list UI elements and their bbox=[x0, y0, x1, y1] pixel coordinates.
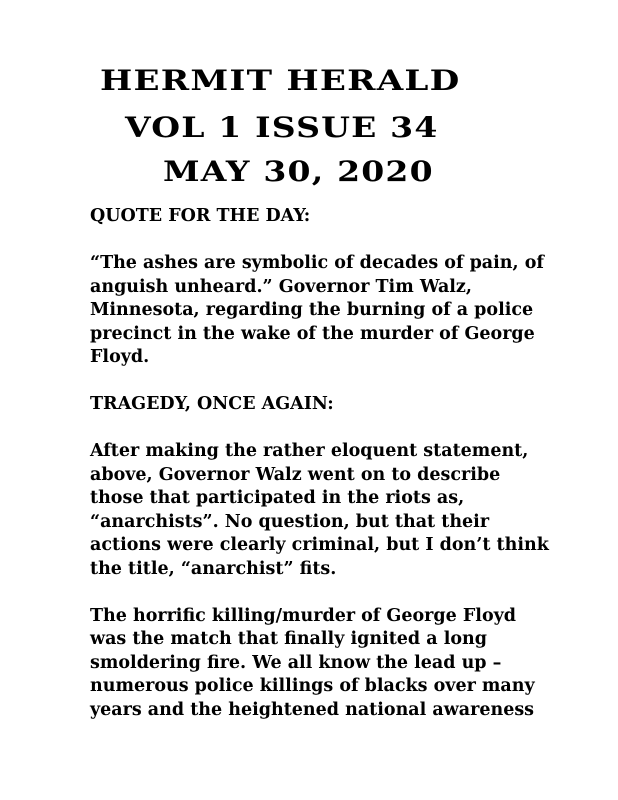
quote-paragraph: “The ashes are symbolic of decades of pain, of anguish unheard.” Governor Tim Walz, Minnesota, regarding the burning of a police precinct in the wake of the murder of George Floyd. bbox=[90, 253, 544, 367]
quote-heading: QUOTE FOR THE DAY: bbox=[90, 206, 311, 226]
masthead-title: HERMIT HERALD bbox=[100, 64, 461, 97]
masthead-date: MAY 30, 2020 bbox=[163, 155, 434, 188]
tragedy-heading: TRAGEDY, ONCE AGAIN: bbox=[90, 394, 334, 414]
masthead-volume-issue: VOL 1 ISSUE 34 bbox=[125, 111, 439, 144]
article-paragraph-1: After making the rather eloquent statement, above, Governor Walz went on to describe those that participated in the riots as, “anarchists”. No question, but that their actions were clearly criminal, but I don’t think the title, “anarchist” fits. bbox=[90, 441, 549, 579]
article-paragraph-2: The horrific killing/murder of George Floyd was the match that finally ignited a long smoldering fire. We all know the lead up – numerous police killings of blacks over many years and the heightened national awareness bbox=[90, 605, 535, 720]
article-body bbox=[90, 205, 590, 746]
